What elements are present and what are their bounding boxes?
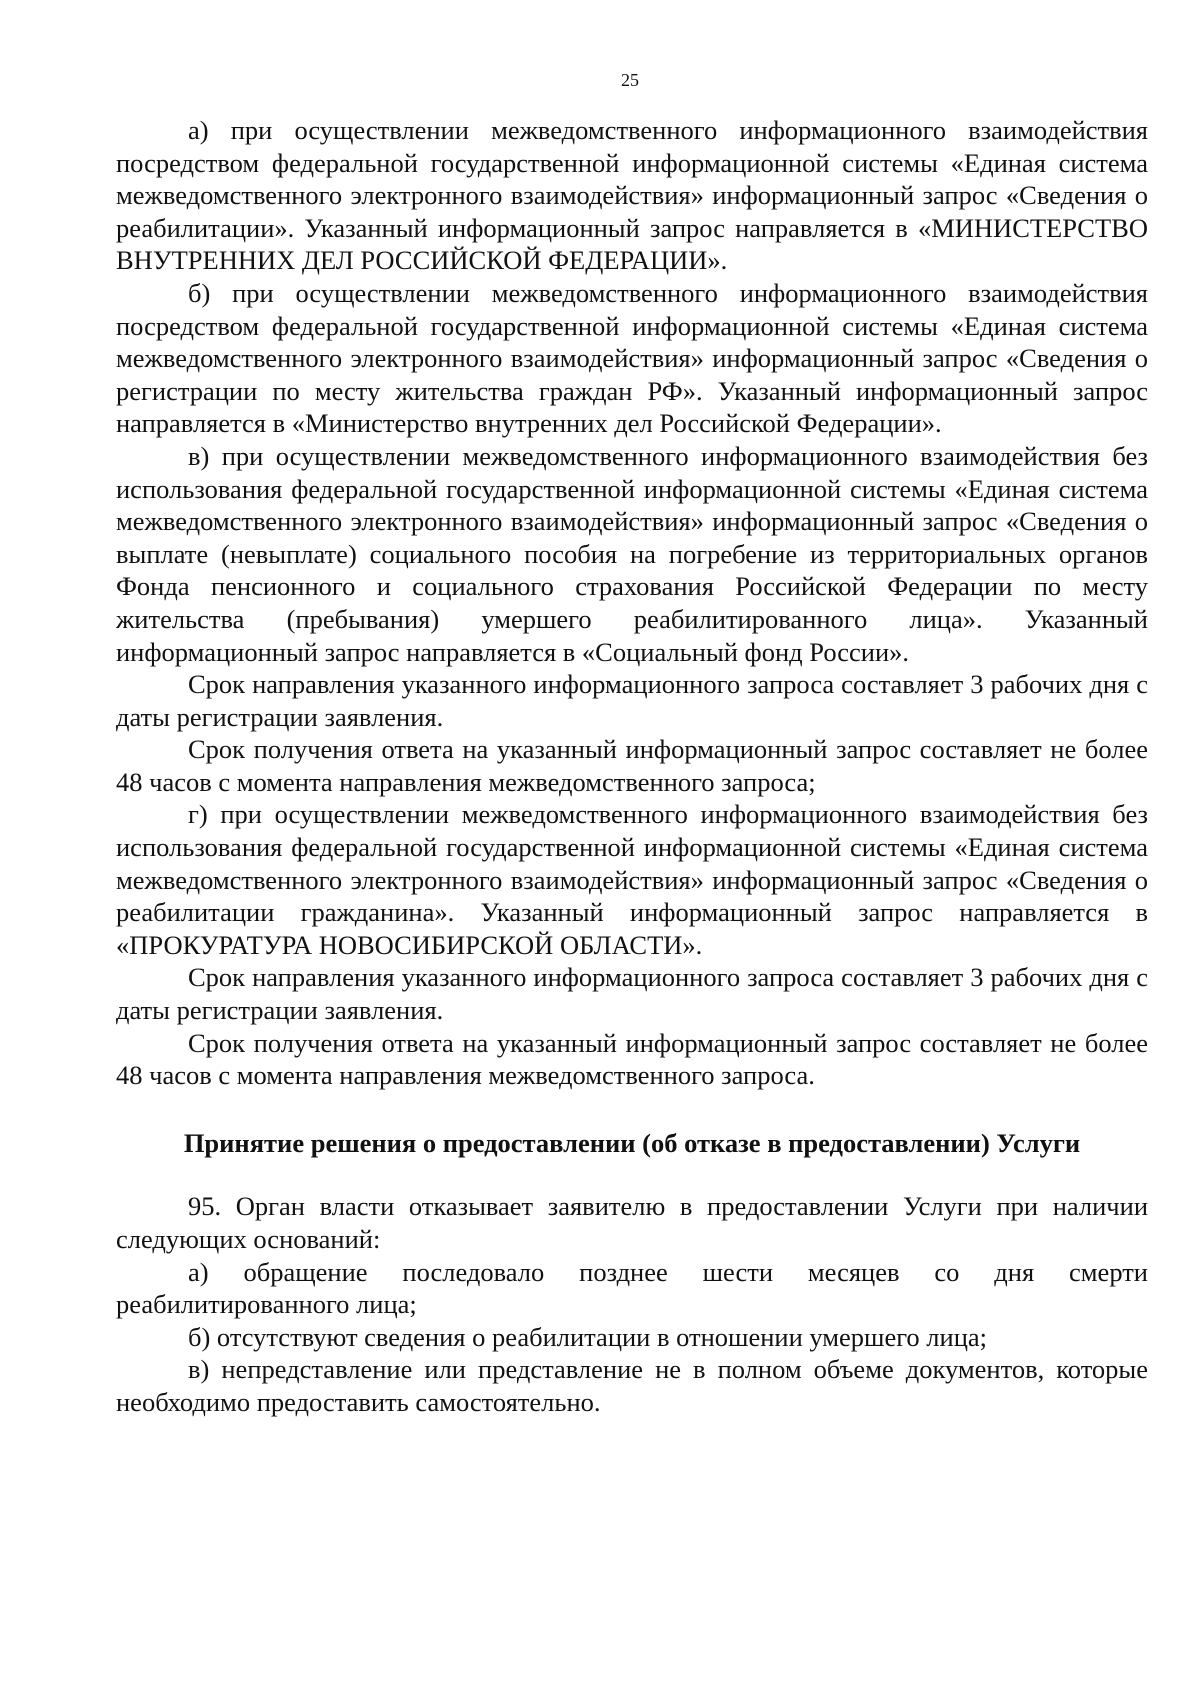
- paragraph-request-send-deadline: Срок направления указанного информационного запроса составляет 3 рабочих дня с даты регистрации заявления.: [116, 669, 1148, 732]
- section-heading: Принятие решения о предоставлении (об отказе в предоставлении) Услуги: [183, 1127, 1081, 1158]
- document-body: [116, 114, 1148, 1419]
- page-number: 25: [621, 70, 639, 90]
- paragraph-response-deadline-2: Срок получения ответа на указанный информационный запрос составляет не более 48 часов с момента направления межведомственного запроса.: [116, 1027, 1148, 1091]
- refusal-ground-v: в) непредставление или представление не в полном объеме документов, которые необходимо предоставить самостоятельно.: [116, 1354, 1148, 1417]
- paragraph-a-rehabilitation-request: а) при осуществлении межведомственного информационного взаимодействия посредством федеральной государственной информационной системы «Единая система межведомственного электронного взаимодействия» информационный запрос «Сведения о реабилитации». Указанный информационный запрос направляется в «МИНИСТЕРСТВО ВНУТРЕННИХ ДЕЛ РОССИЙСКОЙ ФЕДЕРАЦИИ».: [116, 115, 1148, 276]
- refusal-ground-a: а) обращение последовало позднее шести месяцев со дня смерти реабилитированного лица;: [116, 1256, 1148, 1320]
- refusal-ground-b: б) отсутствуют сведения о реабилитации в отношении умершего лица;: [188, 1321, 988, 1352]
- paragraph-request-send-deadline-2: Срок направления указанного информационного запроса составляет 3 рабочих дня с даты регистрации заявления.: [116, 962, 1148, 1026]
- paragraph-95-refusal-grounds: 95. Орган власти отказывает заявителю в предоставлении Услуги при наличии следующих оснований:: [116, 1191, 1148, 1254]
- paragraph-v-burial-allowance-request: в) при осуществлении межведомственного информационного взаимодействия без использования федеральной государственной информационной системы «Единая система межведомственного электронного взаимодействия» информационный запрос «Сведения о выплате (невыплате) социального пособия на погребение из территориальных органов Фонда пенсионного и социального страхования Российской Федерации по месту жительства (пребывания) умершего реабилитированного лица». Указанный информационный запрос направляется в «Социальный фонд России».: [116, 440, 1148, 667]
- paragraph-response-deadline: Срок получения ответа на указанный информационный запрос составляет не более 48 часов с момента направления межведомственного запроса;: [116, 734, 1148, 797]
- paragraph-g-prosecutor-request: г) при осуществлении межведомственного информационного взаимодействия без использования федеральной государственной информационной системы «Единая система межведомственного электронного взаимодействия» информационный запрос «Сведения о реабилитации гражданина». Указанный информационный запрос направляется в «ПРОКУРАТУРА НОВОСИБИРСКОЙ ОБЛАСТИ».: [116, 799, 1148, 960]
- paragraph-b-registration-request: б) при осуществлении межведомственного информационного взаимодействия посредством федеральной государственной информационной системы «Единая система межведомственного электронного взаимодействия» информационный запрос «Сведения о регистрации по месту жительства граждан РФ». Указанный информационный запрос направляется в «Министерство внутренних дел Российской Федерации».: [116, 277, 1148, 439]
